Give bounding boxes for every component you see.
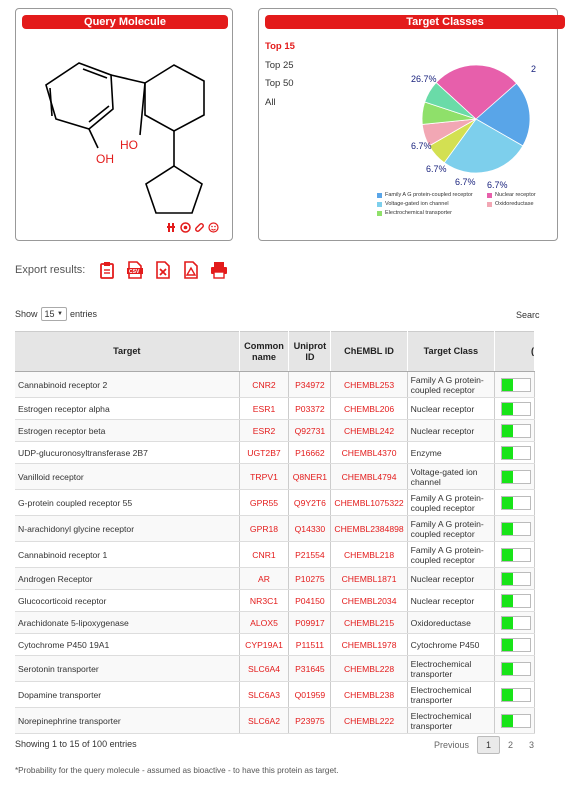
table-row [15,708,535,734]
target-class-cell: Family A G protein-coupled receptor [407,372,494,398]
chembl-id-link[interactable]: CHEMBL228 [331,656,407,682]
table-info: Showing 1 to 15 of 100 entries [15,739,137,749]
uniprot-id-link[interactable]: P16662 [289,442,331,464]
probability-bar [501,378,531,392]
target-name-cell: Estrogen receptor alpha [15,398,239,420]
target-name-cell: Norepinephrine transporter [15,708,239,734]
col-header-common-name[interactable]: Common name [239,332,289,372]
chembl-id-link[interactable]: CHEMBL242 [331,420,407,442]
molecule-structure [16,31,234,221]
excel-icon[interactable] [153,260,173,280]
common-name-link[interactable]: ESR1 [239,398,289,420]
target-class-cell: Electrochemical transporter [407,682,494,708]
probability-cell [495,464,535,490]
probability-bar-fill [502,663,513,675]
target-class-cell: Family A G protein-coupled receptor [407,490,494,516]
col-header-probability[interactable]: ( [495,332,535,372]
query-molecule-title: Query Molecule [22,15,228,29]
chembl-id-link[interactable]: CHEMBL253 [331,372,407,398]
chembl-id-link[interactable]: CHEMBL215 [331,612,407,634]
chembl-id-link[interactable]: CHEMBL1075322 [331,490,407,516]
print-icon[interactable] [209,260,229,280]
probability-cell [495,420,535,442]
common-name-link[interactable]: GPR55 [239,490,289,516]
uniprot-id-link[interactable]: P11511 [289,634,331,656]
legend-item-transporter: Electrochemical transporter [377,210,452,216]
target-name-cell: Dopamine transporter [15,682,239,708]
probability-cell [495,516,535,542]
molecule-tools [166,222,219,233]
pie-label-3: 6.7% [426,164,447,174]
target-class-cell: Family A G protein-coupled receptor [407,516,494,542]
probability-bar-fill [502,549,513,561]
probability-bar [501,572,531,586]
table-row [15,442,535,464]
target-class-cell: Nuclear receptor [407,398,494,420]
pie-label-4: 6.7% [455,177,476,187]
probability-cell [495,590,535,612]
uniprot-id-link[interactable]: Q14330 [289,516,331,542]
target-class-cell: Electrochemical transporter [407,656,494,682]
table-row [15,372,535,398]
probability-bar-fill [502,689,513,701]
probability-bar [501,402,531,416]
copy-icon[interactable] [97,260,117,280]
uniprot-id-link[interactable]: P04150 [289,590,331,612]
probability-bar-fill [502,639,513,651]
chembl-id-link[interactable]: CHEMBL4794 [331,464,407,490]
col-header-target[interactable]: Target [15,332,239,372]
probability-bar [501,594,531,608]
common-name-link[interactable]: CNR2 [239,372,289,398]
export-label: Export results: [15,264,86,276]
probability-bar-fill [502,523,513,535]
probability-bar [501,688,531,702]
pill-icon[interactable] [194,222,205,233]
legend-item-nuclear: Nuclear receptor [487,192,536,198]
top-menu [265,41,295,115]
target-class-cell: Nuclear receptor [407,590,494,612]
uniprot-id-link[interactable]: Q01959 [289,682,331,708]
probability-bar-fill [502,471,513,483]
probability-cell [495,708,535,734]
table-row [15,464,535,490]
common-name-link[interactable]: TRPV1 [239,464,289,490]
target-name-cell: G-protein coupled receptor 55 [15,490,239,516]
target-name-cell: UDP-glucuronosyltransferase 2B7 [15,442,239,464]
probability-bar-fill [502,403,513,415]
ho-label: HO [120,138,138,152]
probability-bar [501,662,531,676]
svg-text:CSV: CSV [129,269,140,275]
uniprot-id-link[interactable]: P09917 [289,612,331,634]
probability-cell [495,682,535,708]
chembl-id-link[interactable]: CHEMBL2384898 [331,516,407,542]
uniprot-id-link[interactable]: P34972 [289,372,331,398]
pie-label-5: 6.7% [487,180,508,190]
menu-top-25[interactable]: Top 25 [265,59,294,71]
probability-cell [495,568,535,590]
probability-bar-fill [502,715,513,727]
uniprot-id-link[interactable]: P21554 [289,542,331,568]
show-label: Show [15,309,38,319]
common-name-link[interactable]: ALOX5 [239,612,289,634]
target-name-cell: Estrogen receptor beta [15,420,239,442]
probability-bar [501,470,531,484]
target-name-cell: Vanilloid receptor [15,464,239,490]
chembl-id-link[interactable]: CHEMBL4370 [331,442,407,464]
probability-bar [501,424,531,438]
probability-bar-fill [502,573,513,585]
oh-label: OH [96,152,114,166]
common-name-link[interactable]: UGT2B7 [239,442,289,464]
target-name-cell: Arachidonate 5-lipoxygenase [15,612,239,634]
menu-top-15[interactable]: Top 15 [265,41,295,52]
page-size-select[interactable]: 15 ▼ [41,307,67,321]
probability-bar-fill [502,425,513,437]
target-name-cell: Cannabinoid receptor 1 [15,542,239,568]
page-3-button[interactable]: 3 [529,740,535,750]
common-name-link[interactable]: GPR18 [239,516,289,542]
probability-bar [501,638,531,652]
probability-bar-fill [502,497,513,509]
col-header-chembl-id[interactable]: ChEMBL ID [331,332,407,372]
legend-item-ion-channel: Voltage-gated ion channel [377,201,449,207]
probability-cell [495,398,535,420]
legend-swatch-gpcr [377,193,382,198]
target-classes-title: Target Classes [265,15,565,29]
table-row [15,420,535,442]
common-name-link[interactable]: CYP19A1 [239,634,289,656]
menu-top-50[interactable]: Top 50 [265,78,294,89]
entries-label: entries [70,309,98,319]
legend-swatch-nuclear [487,193,492,198]
probability-cell [495,372,535,398]
target-name-cell: Cannabinoid receptor 2 [15,372,239,398]
legend-swatch-ion-channel [377,202,382,207]
targets-table [15,331,535,734]
target-class-cell: Family A G protein-coupled receptor [407,542,494,568]
probability-cell [495,542,535,568]
pdf-icon[interactable] [181,260,201,280]
probability-bar [501,522,531,536]
table-row [15,656,535,682]
chembl-id-link[interactable]: CHEMBL1871 [331,568,407,590]
probability-bar-fill [502,447,513,459]
chembl-id-link[interactable]: CHEMBL1978 [331,634,407,656]
chembl-id-link[interactable]: CHEMBL2034 [331,590,407,612]
common-name-link[interactable]: ESR2 [239,420,289,442]
table-row [15,612,535,634]
pie-label-6: 2 [531,64,537,74]
target-icon[interactable] [180,222,191,233]
pagination [426,736,542,754]
csv-icon[interactable] [125,260,145,280]
probability-bar-fill [502,595,513,607]
target-classes-panel [258,8,558,241]
menu-all[interactable]: All [265,96,276,108]
legend-swatch-oxidoreductase [487,202,492,207]
page-1-button[interactable]: 1 [477,736,500,754]
dropdown-arrow-icon: ▼ [57,311,63,317]
probability-cell [495,612,535,634]
common-name-link[interactable]: SLC6A2 [239,708,289,734]
previous-button[interactable]: Previous [434,740,470,750]
probability-cell [495,490,535,516]
col-header-target-class[interactable]: Target Class [407,332,494,372]
pie-label-2: 6.7% [411,141,432,151]
common-name-link[interactable]: CNR1 [239,542,289,568]
probability-bar-fill [502,379,513,391]
col-header-uniprot-id[interactable]: Uniprot ID [289,332,331,372]
target-name-cell: N-arachidonyl glycine receptor [15,516,239,542]
uniprot-id-link[interactable]: P31645 [289,656,331,682]
targets-table-body [15,372,535,734]
probability-cell [495,442,535,464]
table-row [15,542,535,568]
probability-bar [501,446,531,460]
target-name-cell: Cytochrome P450 19A1 [15,634,239,656]
uniprot-id-link[interactable]: P23975 [289,708,331,734]
probability-cell [495,656,535,682]
structure-icon[interactable] [166,222,177,233]
common-name-link[interactable]: SLC6A3 [239,682,289,708]
target-class-cell: Voltage-gated ion channel [407,464,494,490]
target-class-cell: Nuclear receptor [407,420,494,442]
chembl-id-link[interactable]: CHEMBL222 [331,708,407,734]
pie-label-1: 26.7% [411,74,437,84]
target-class-cell: Nuclear receptor [407,568,494,590]
page-size-control [15,307,97,321]
probability-bar-fill [502,617,513,629]
target-name-cell: Androgen Receptor [15,568,239,590]
probability-bar [501,548,531,562]
smiley-icon[interactable] [208,222,219,233]
uniprot-id-link[interactable]: P10275 [289,568,331,590]
target-class-cell: Electrochemical transporter [407,708,494,734]
uniprot-id-link[interactable]: Q8NER1 [289,464,331,490]
probability-cell [495,634,535,656]
probability-bar [501,616,531,630]
legend-swatch-transporter [377,211,382,216]
query-molecule-panel [15,8,233,241]
page-2-button[interactable]: 2 [508,740,514,750]
target-class-cell: Oxidoreductase [407,612,494,634]
common-name-link[interactable]: NR3C1 [239,590,289,612]
chembl-id-link[interactable]: CHEMBL218 [331,542,407,568]
table-row [15,490,535,516]
uniprot-id-link[interactable]: Q9Y2T6 [289,490,331,516]
target-name-cell: Serotonin transporter [15,656,239,682]
probability-footnote: *Probability for the query molecule - assumed as bioactive - to have this protein as target. [15,766,339,775]
uniprot-id-link[interactable]: Q92731 [289,420,331,442]
common-name-link[interactable]: SLC6A4 [239,656,289,682]
chembl-id-link[interactable]: CHEMBL206 [331,398,407,420]
table-row [15,634,535,656]
probability-bar [501,496,531,510]
legend-item-oxidoreductase: Oxidoreductase [487,201,534,207]
target-class-cell: Cytochrome P450 [407,634,494,656]
table-row [15,682,535,708]
legend-item-gpcr: Family A G protein-coupled receptor [377,192,473,198]
search-label: Searc [516,310,540,320]
chembl-id-link[interactable]: CHEMBL238 [331,682,407,708]
target-name-cell: Glucocorticoid receptor [15,590,239,612]
table-row [15,516,535,542]
common-name-link[interactable]: AR [239,568,289,590]
table-row [15,590,535,612]
table-row [15,568,535,590]
table-row [15,398,535,420]
target-class-cell: Enzyme [407,442,494,464]
export-row [15,260,229,280]
uniprot-id-link[interactable]: P03372 [289,398,331,420]
probability-bar [501,714,531,728]
